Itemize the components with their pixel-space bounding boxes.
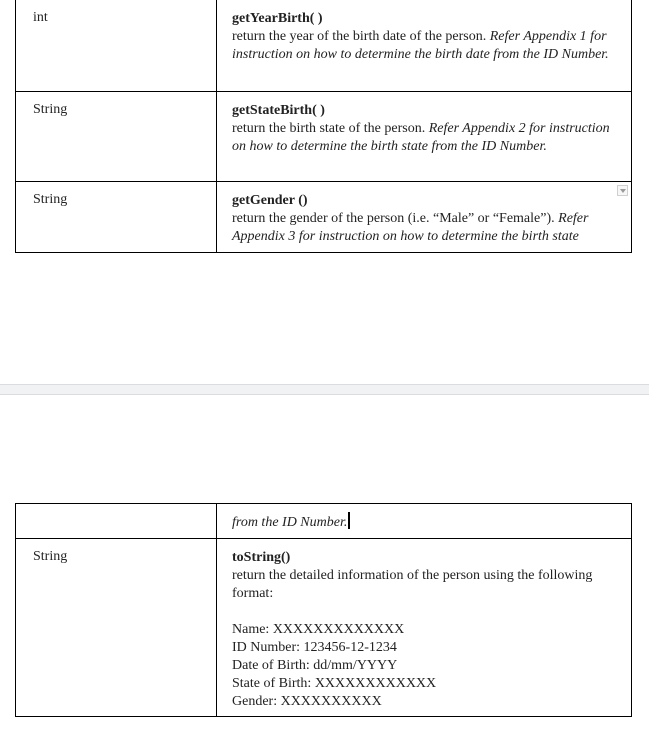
appendix-note: Refer Appendix 3 for instruction on how to determine the birth state <box>232 211 589 244</box>
return-type-cell[interactable]: String <box>16 92 217 182</box>
method-description-cell[interactable] <box>217 182 632 253</box>
method-name: getYearBirth( ) <box>232 11 323 26</box>
method-description-cell[interactable] <box>217 539 632 717</box>
format-line: Gender: XXXXXXXXXX <box>232 694 382 709</box>
document-page-2 <box>0 395 649 731</box>
table-row <box>16 504 632 539</box>
method-name: getGender () <box>232 193 308 208</box>
method-description-cell[interactable] <box>217 92 632 182</box>
methods-table-part-1 <box>15 0 632 253</box>
format-line: ID Number: 123456-12-1234 <box>232 640 397 655</box>
continuation-cell[interactable] <box>217 504 632 539</box>
return-type-cell[interactable]: int <box>16 0 217 92</box>
return-type-cell[interactable]: String <box>16 539 217 717</box>
table-row <box>16 0 632 92</box>
return-type-cell[interactable]: String <box>16 182 217 253</box>
method-description: return the year of the birth date of the person. <box>232 29 490 44</box>
method-description-cell[interactable] <box>217 0 632 92</box>
table-row <box>16 182 632 253</box>
method-name: getStateBirth( ) <box>232 103 325 118</box>
appendix-note: Refer Appendix 1 for instruction on how to determine the birth date from the ID Number. <box>232 29 609 62</box>
method-description: return the birth state of the person. <box>232 121 429 136</box>
continuation-text: from the ID Number. <box>232 515 348 530</box>
methods-table-part-2 <box>15 503 632 717</box>
return-type-cell[interactable] <box>16 504 217 539</box>
format-line: Name: XXXXXXXXXXXXX <box>232 622 405 637</box>
cell-dropdown-icon[interactable] <box>617 185 628 196</box>
table-row <box>16 539 632 717</box>
method-description: return the detailed information of the person using the following format: <box>232 568 593 601</box>
method-description: return the gender of the person (i.e. “Male” or “Female”). <box>232 211 559 226</box>
format-line: Date of Birth: dd/mm/YYYY <box>232 658 398 673</box>
method-name: toString() <box>232 550 291 565</box>
appendix-note: Refer Appendix 2 for instruction on how to determine the birth state from the ID Number. <box>232 121 610 154</box>
blank-line <box>232 603 617 621</box>
page-break-gap <box>0 384 649 395</box>
table-row <box>16 92 632 182</box>
text-cursor <box>348 512 350 529</box>
format-line: State of Birth: XXXXXXXXXXXX <box>232 676 437 691</box>
